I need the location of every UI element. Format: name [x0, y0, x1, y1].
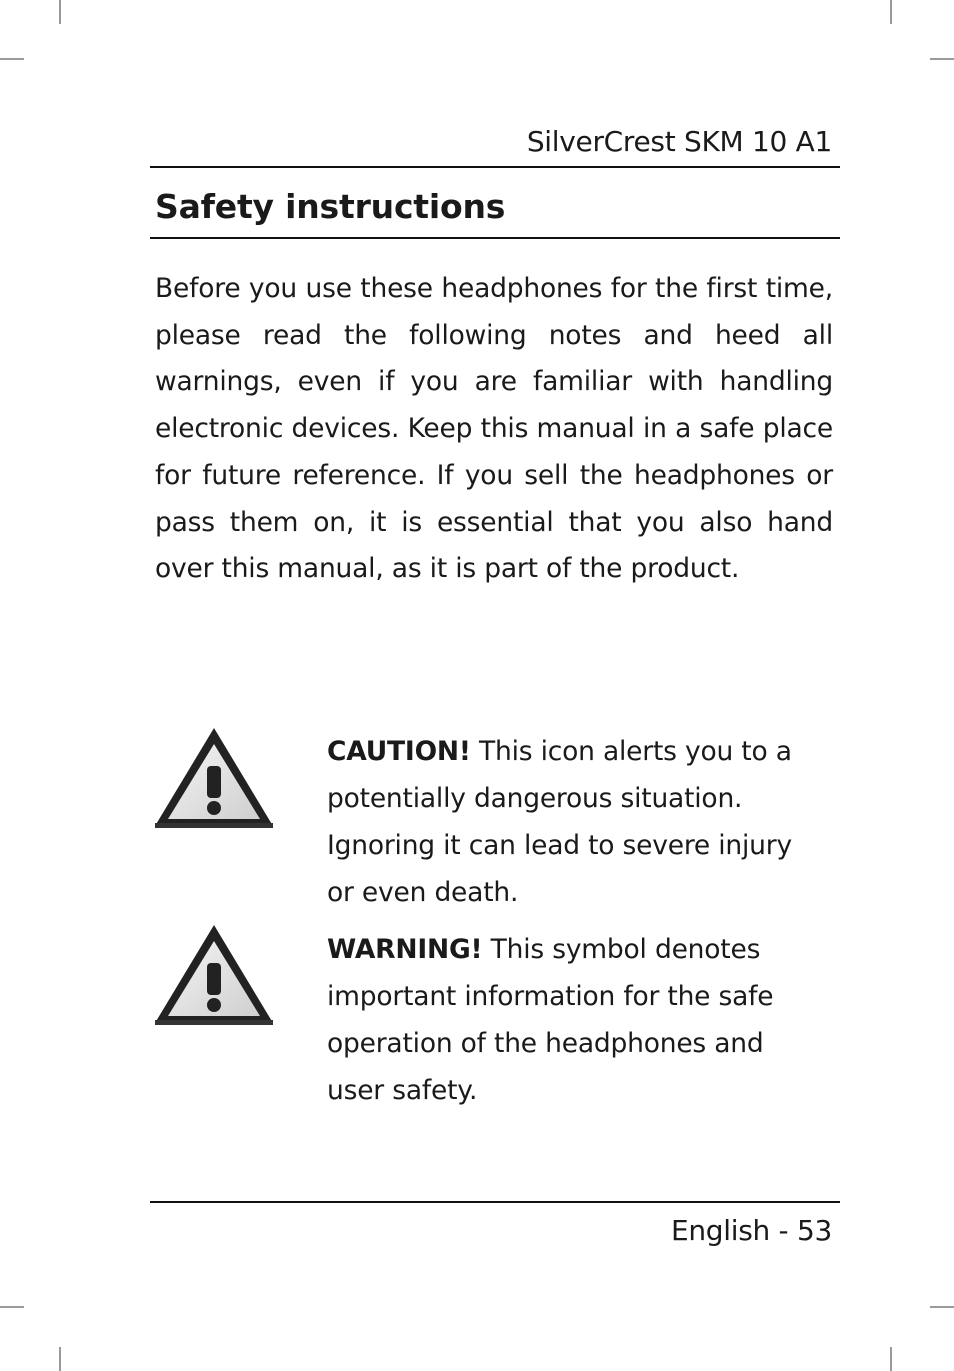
crop-mark [890, 0, 892, 24]
crop-mark [0, 1306, 24, 1308]
crop-mark [930, 1306, 954, 1308]
crop-mark [890, 1347, 892, 1371]
crop-mark [59, 0, 61, 24]
warning-triangle-icon [153, 923, 275, 1027]
page-number: English - 53 [670, 1214, 832, 1247]
footer-rule [150, 1201, 840, 1203]
warning-label: WARNING! [327, 934, 483, 965]
section-rule [150, 237, 840, 239]
crop-mark [0, 58, 24, 60]
section-title: Safety instructions [155, 187, 506, 226]
caution-label: CAUTION! [327, 736, 471, 767]
warning-triangle-icon [153, 726, 275, 830]
header-rule [150, 166, 840, 168]
document-header: SilverCrest SKM 10 A1 [526, 125, 832, 158]
crop-mark [59, 1347, 61, 1371]
crop-mark [930, 58, 954, 60]
warning-description: This symbol denotes important information for the safe operation of the headphones and user safety. [327, 934, 774, 1106]
warning-text [327, 926, 797, 1114]
caution-text [327, 728, 797, 916]
caution-description: This icon alerts you to a potentially dangerous situation. Ignoring it can lead to severe injury or even death. [327, 736, 792, 908]
intro-paragraph: Before you use these headphones for the first time, please read the following notes and heed all warnings, even if you are familiar with handling electronic devices. Keep this manual in a safe place for future reference. If you sell the headphones or pass them on, it is essential that you also hand over this manual, as it is part of the product. [155, 273, 833, 585]
